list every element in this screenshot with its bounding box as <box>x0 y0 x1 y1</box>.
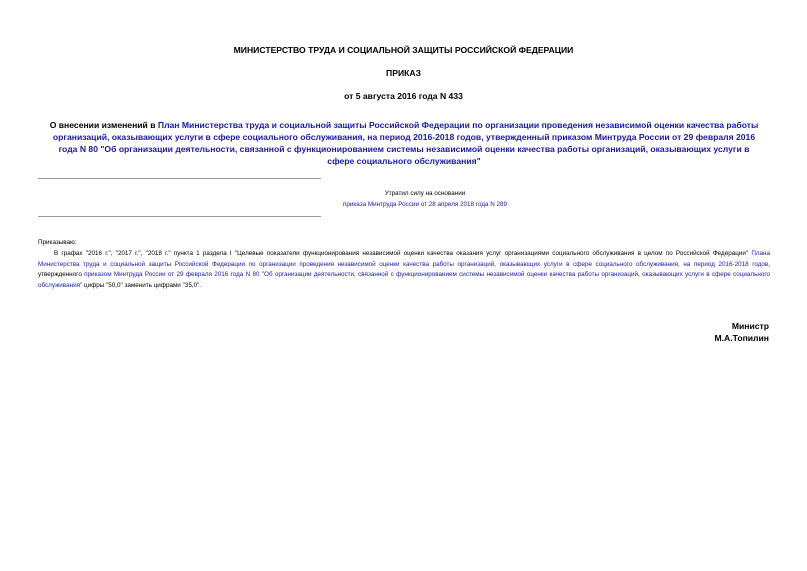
document-title <box>48 119 760 167</box>
paragraph-text-3: цифры "50,0" заменить цифрами "35,0". <box>82 282 202 290</box>
signatory-name: М.А.Топилин <box>714 332 769 343</box>
order-body <box>38 238 770 292</box>
plan-reference-link[interactable]: Плана Министерства труда и социальной защиты Российской Федерации по организации проведения независимой оценки качества работы организаций, оказывающих услуги в сфере социального обслуживания, на период 2016-2018 годов <box>38 249 770 268</box>
order-paragraph <box>38 249 770 292</box>
divider-top <box>38 178 321 179</box>
lapse-note-text: Утратил силу на основании <box>384 190 466 197</box>
plan-link[interactable]: План Министерства труда и социальной защиты Российской Федерации по организации проведения независимой оценки качества работы организаций, оказывающих услуги в сфере социального обслуживания, на период 2016-2018 годов, утвержденный приказом Минтруда России от 29 февраля 2016 года N 80 "Об организации деятельности, связанной с функционированием системы независимой оценки качества работы организаций, оказывающих услуги в сфере социального обслуживания" <box>52 120 759 166</box>
order-80-link[interactable]: приказом Минтруда России от 29 февраля 2016 года N 80 "Об организации деятельности, связанной с функционированием системы независимой оценки качества работы организаций, оказывающих услуги в сфере социального обслуживания" <box>38 271 770 290</box>
paragraph-text-1: В графах "2016 г.", "2017 г.", "2018 г." пункта 1 раздела I "Целевые показатели функционирования независимой оценки качества оказания услуг организациями социального обслуживания в целом по Российской Федерации" <box>54 249 752 257</box>
title-prefix: О внесении изменений в <box>49 120 158 130</box>
repeal-order-link[interactable]: приказа Минтруда России от 28 апреля 2018 года N 289 <box>342 201 508 208</box>
order-heading: ПРИКАЗ <box>386 68 421 78</box>
signature-block <box>714 321 769 344</box>
order-intro: Приказываю: <box>38 239 77 246</box>
paragraph-text-2: , утвержденного <box>38 260 770 279</box>
divider-bottom <box>38 216 321 217</box>
ministry-heading: МИНИСТЕРСТВО ТРУДА И СОЦИАЛЬНОЙ ЗАЩИТЫ РОССИЙСКОЙ ФЕДЕРАЦИИ <box>233 45 574 55</box>
signatory-position: Министр <box>731 321 769 331</box>
lapse-note <box>320 188 530 210</box>
order-date: от 5 августа 2016 года N 433 <box>344 91 463 101</box>
